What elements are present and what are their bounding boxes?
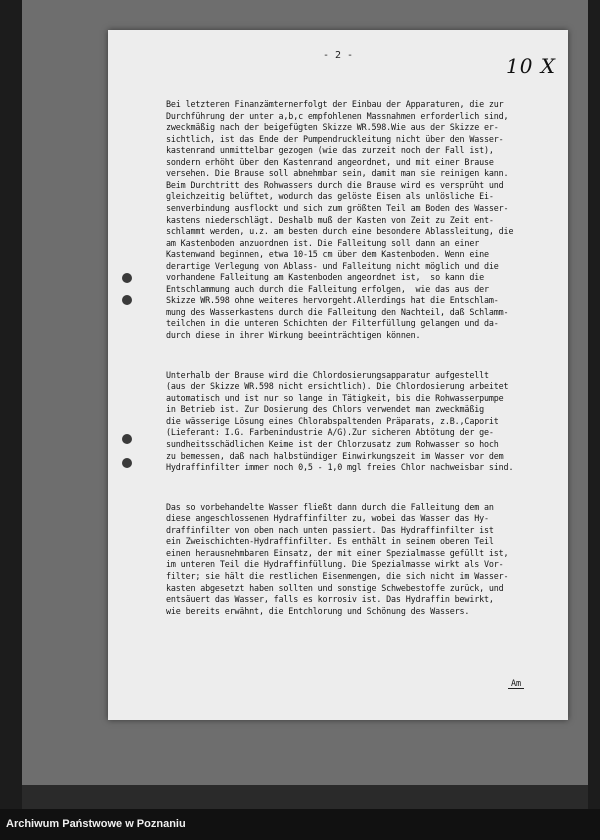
document-body [166, 76, 570, 645]
paragraph: Unterhalb der Brause wird die Chlordosierungsapparatur aufgestellt (aus der Skizze WR.598 nicht ersichtlich). Die Chlordosierung arbeitet automatisch und ist nur so lange in Tätigkeit, bis die Rohwasserpumpe in Betrieb ist. Zur Dosierung des Chlors verwendet man zweckmäßig die wässerige Lösung eines Chlorabspaltenden Präparats, z.B.,Caporit (Lieferant: I.G. Farbenindustrie A/G).Zur sicheren Abtötung der ge- sundheitsschädlichen Keime ist der Chlorzusatz zum Rohwasser so hoch zu bemessen, daß nach halbstündiger Einwirkungszeit im Wasser vor dem Hydraffinfilter immer noch 0,5 - 1,0 mgl freies Chlor nachweisbar sind. [166, 369, 514, 473]
microfilm-frame [22, 0, 588, 785]
archive-label: Archiwum Państwowe w Poznaniu [6, 818, 186, 830]
paragraph: Das so vorbehandelte Wasser fließt dann durch die Falleitung dem an diese angeschlossenen Hydraffinfilter zu, wobei das Wasser das Hy- draffinfilter von oben nach unten passiert. Das Hydraffinfilter ist ein Zweischichten-Hydraffinfilter. Es enthält in seinem oberen Teil einen herausnehmbaren Einsatz, der mit einer Spezialmasse gefüllt ist, im unteren Teil die Hydraffinfüllung. Die Spezialmasse wirkt als Vor- filter; sie hält die restlichen Eisenmengen, die sich nicht im Wasser- kasten abgesetzt haben sollten und sonstige Schwebestoffe zurück, und entsäuert das Wasser, falls es korrosiv ist. Das Hydraffin bewirkt, wie bereits erwähnt, die Entchlorung und Schönung des Wassers. [166, 501, 509, 616]
film-edge-strip [22, 785, 588, 809]
punch-hole [122, 295, 132, 305]
signature-initials: Am [508, 678, 524, 689]
page-number: - 2 - [322, 50, 354, 61]
handwritten-annotation: 10 X [506, 54, 557, 78]
punch-hole [122, 273, 132, 283]
document-page [108, 30, 568, 720]
paragraph: Bei letzteren Finanzämternerfolgt der Einbau der Apparaturen, die zur Durchführung der unter a,b,c empfohlenen Massnahmen erforderlich sind, zweckmäßig nach der beigefügten Skizze WR.598.Wie aus der Skizze er- sichtlich, ist das Ende der Pumpendruckleitung nicht über den Wasser- kastenrand unmittelbar gezogen (wie das zurzeit noch der Fall ist), sondern erhöht über den Kastenrand angeordnet, und mit einer Brause versehen. Die Brause soll abnehmbar sein, damit man sie reinigen kann. Beim Durchtritt des Rohwassers durch die Brause wird es versprüht und gleichzeitig belüftet, wodurch das gelöste Eisen als unlösliche Ei- senverbindung ausflockt und sich zum größten Teil am Boden des Wasser- kastens niederschlägt. Deshalb muß der Kasten von Zeit zu Zeit ent- schlammt werden, u.z. am besten durch eine besondere Ablassleitung, die am Kastenboden anzuordnen ist. Die Falleitung soll dann an einer Kastenwand beginnen, etwa 10-15 cm über dem Kastenboden. Wenn eine derartige Verlegung von Ablass- und Falleitung nicht möglich und die vorhandene Falleitung am Kastenboden angeordnet ist, so kann die Entschlammung auch durch die Falleitung erfolgen, wie das aus der Skizze WR.598 ohne weiteres hervorgeht.Allerdings hat die Entschlam- mung des Wasserkastens durch die Falleitung den Nachteil, daß Schlamm- teilchen in die unteren Schichten der Filterfüllung gelangen und da- durch diese in ihrer Wirkung beeinträchtigen können. [166, 99, 514, 341]
punch-hole [122, 458, 132, 468]
punch-hole [122, 434, 132, 444]
archive-footer [0, 809, 600, 840]
